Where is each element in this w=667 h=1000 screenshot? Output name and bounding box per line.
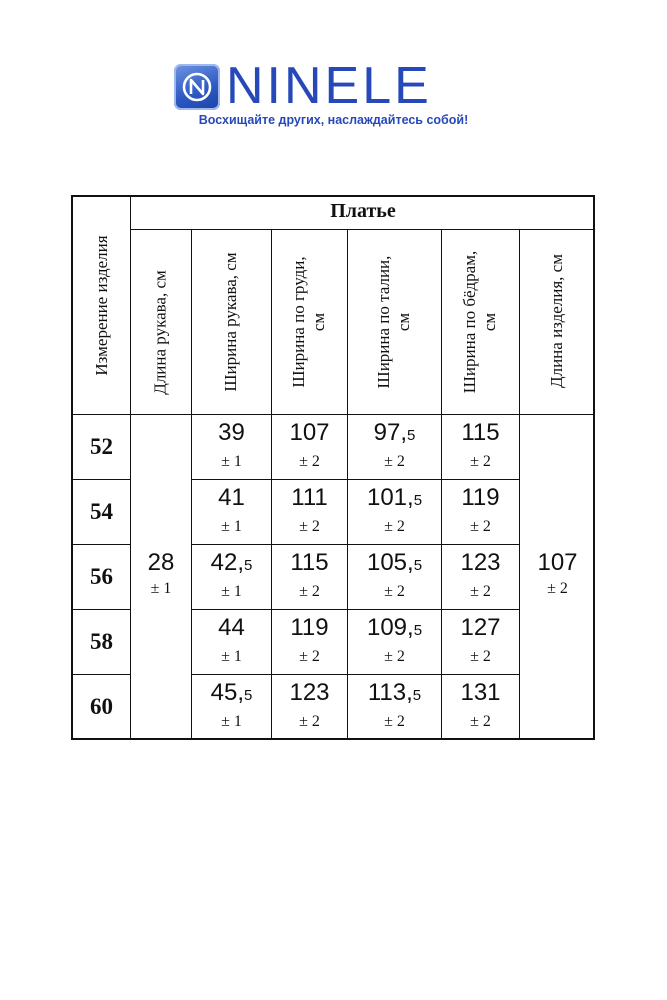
size-chart-table	[71, 195, 595, 740]
sleeve-width-cell: 41 ± 1	[218, 484, 245, 535]
waist-cell: 101,5 ± 2	[366, 484, 423, 535]
waist-cell: 109,5 ± 2	[366, 614, 423, 665]
waist-cell: 105,5 ± 2	[366, 549, 423, 600]
col-header-waist: Ширина по талии, см	[374, 255, 413, 389]
col-header-sleeve-width: Ширина рукава, см	[221, 252, 240, 392]
size-label: 60	[90, 694, 113, 719]
brand-logo	[174, 57, 504, 115]
waist-cell: 97,5 ± 2	[373, 419, 416, 470]
waist-cell: 113,5 ± 2	[367, 679, 422, 730]
size-label: 56	[90, 564, 113, 589]
product-length-cell: 107 ± 2	[537, 549, 578, 597]
sleeve-width-cell: 44 ± 1	[218, 614, 245, 665]
hips-cell: 115 ± 2	[461, 419, 500, 470]
chest-cell: 119 ± 2	[290, 614, 329, 665]
col-header-sleeve-length: Длина рукава, см	[150, 270, 169, 395]
table-title: Платье	[330, 200, 396, 222]
size-label: 54	[90, 499, 113, 524]
sleeve-width-cell: 45,5 ± 1	[210, 679, 253, 730]
row-header: Измерение изделия	[91, 235, 111, 376]
hips-cell: 123 ± 2	[460, 549, 501, 600]
size-label: 52	[90, 434, 113, 459]
hips-cell: 127 ± 2	[460, 614, 501, 665]
col-header-product-length: Длина изделия, см	[547, 254, 566, 388]
size-label: 58	[90, 629, 113, 654]
hips-cell: 119 ± 2	[461, 484, 500, 535]
brand-tagline: Восхищайте других, наслаждайтесь собой!	[198, 113, 469, 127]
chest-cell: 123 ± 2	[289, 679, 330, 730]
chest-cell: 107 ± 2	[289, 419, 330, 470]
hips-cell: 131 ± 2	[460, 679, 501, 730]
sleeve-length-cell: 28 ± 1	[147, 549, 175, 597]
ninele-logo-icon	[174, 64, 220, 110]
brand-name: NINELE	[226, 57, 432, 115]
col-header-chest: Ширина по груди, см	[289, 256, 328, 388]
col-header-hips: Ширина по бёдрам, см	[460, 250, 499, 394]
chest-cell: 115 ± 2	[290, 549, 329, 600]
chest-cell: 111 ± 2	[291, 484, 328, 535]
sleeve-width-cell: 39 ± 1	[218, 419, 245, 470]
sleeve-width-cell: 42,5 ± 1	[210, 549, 253, 600]
